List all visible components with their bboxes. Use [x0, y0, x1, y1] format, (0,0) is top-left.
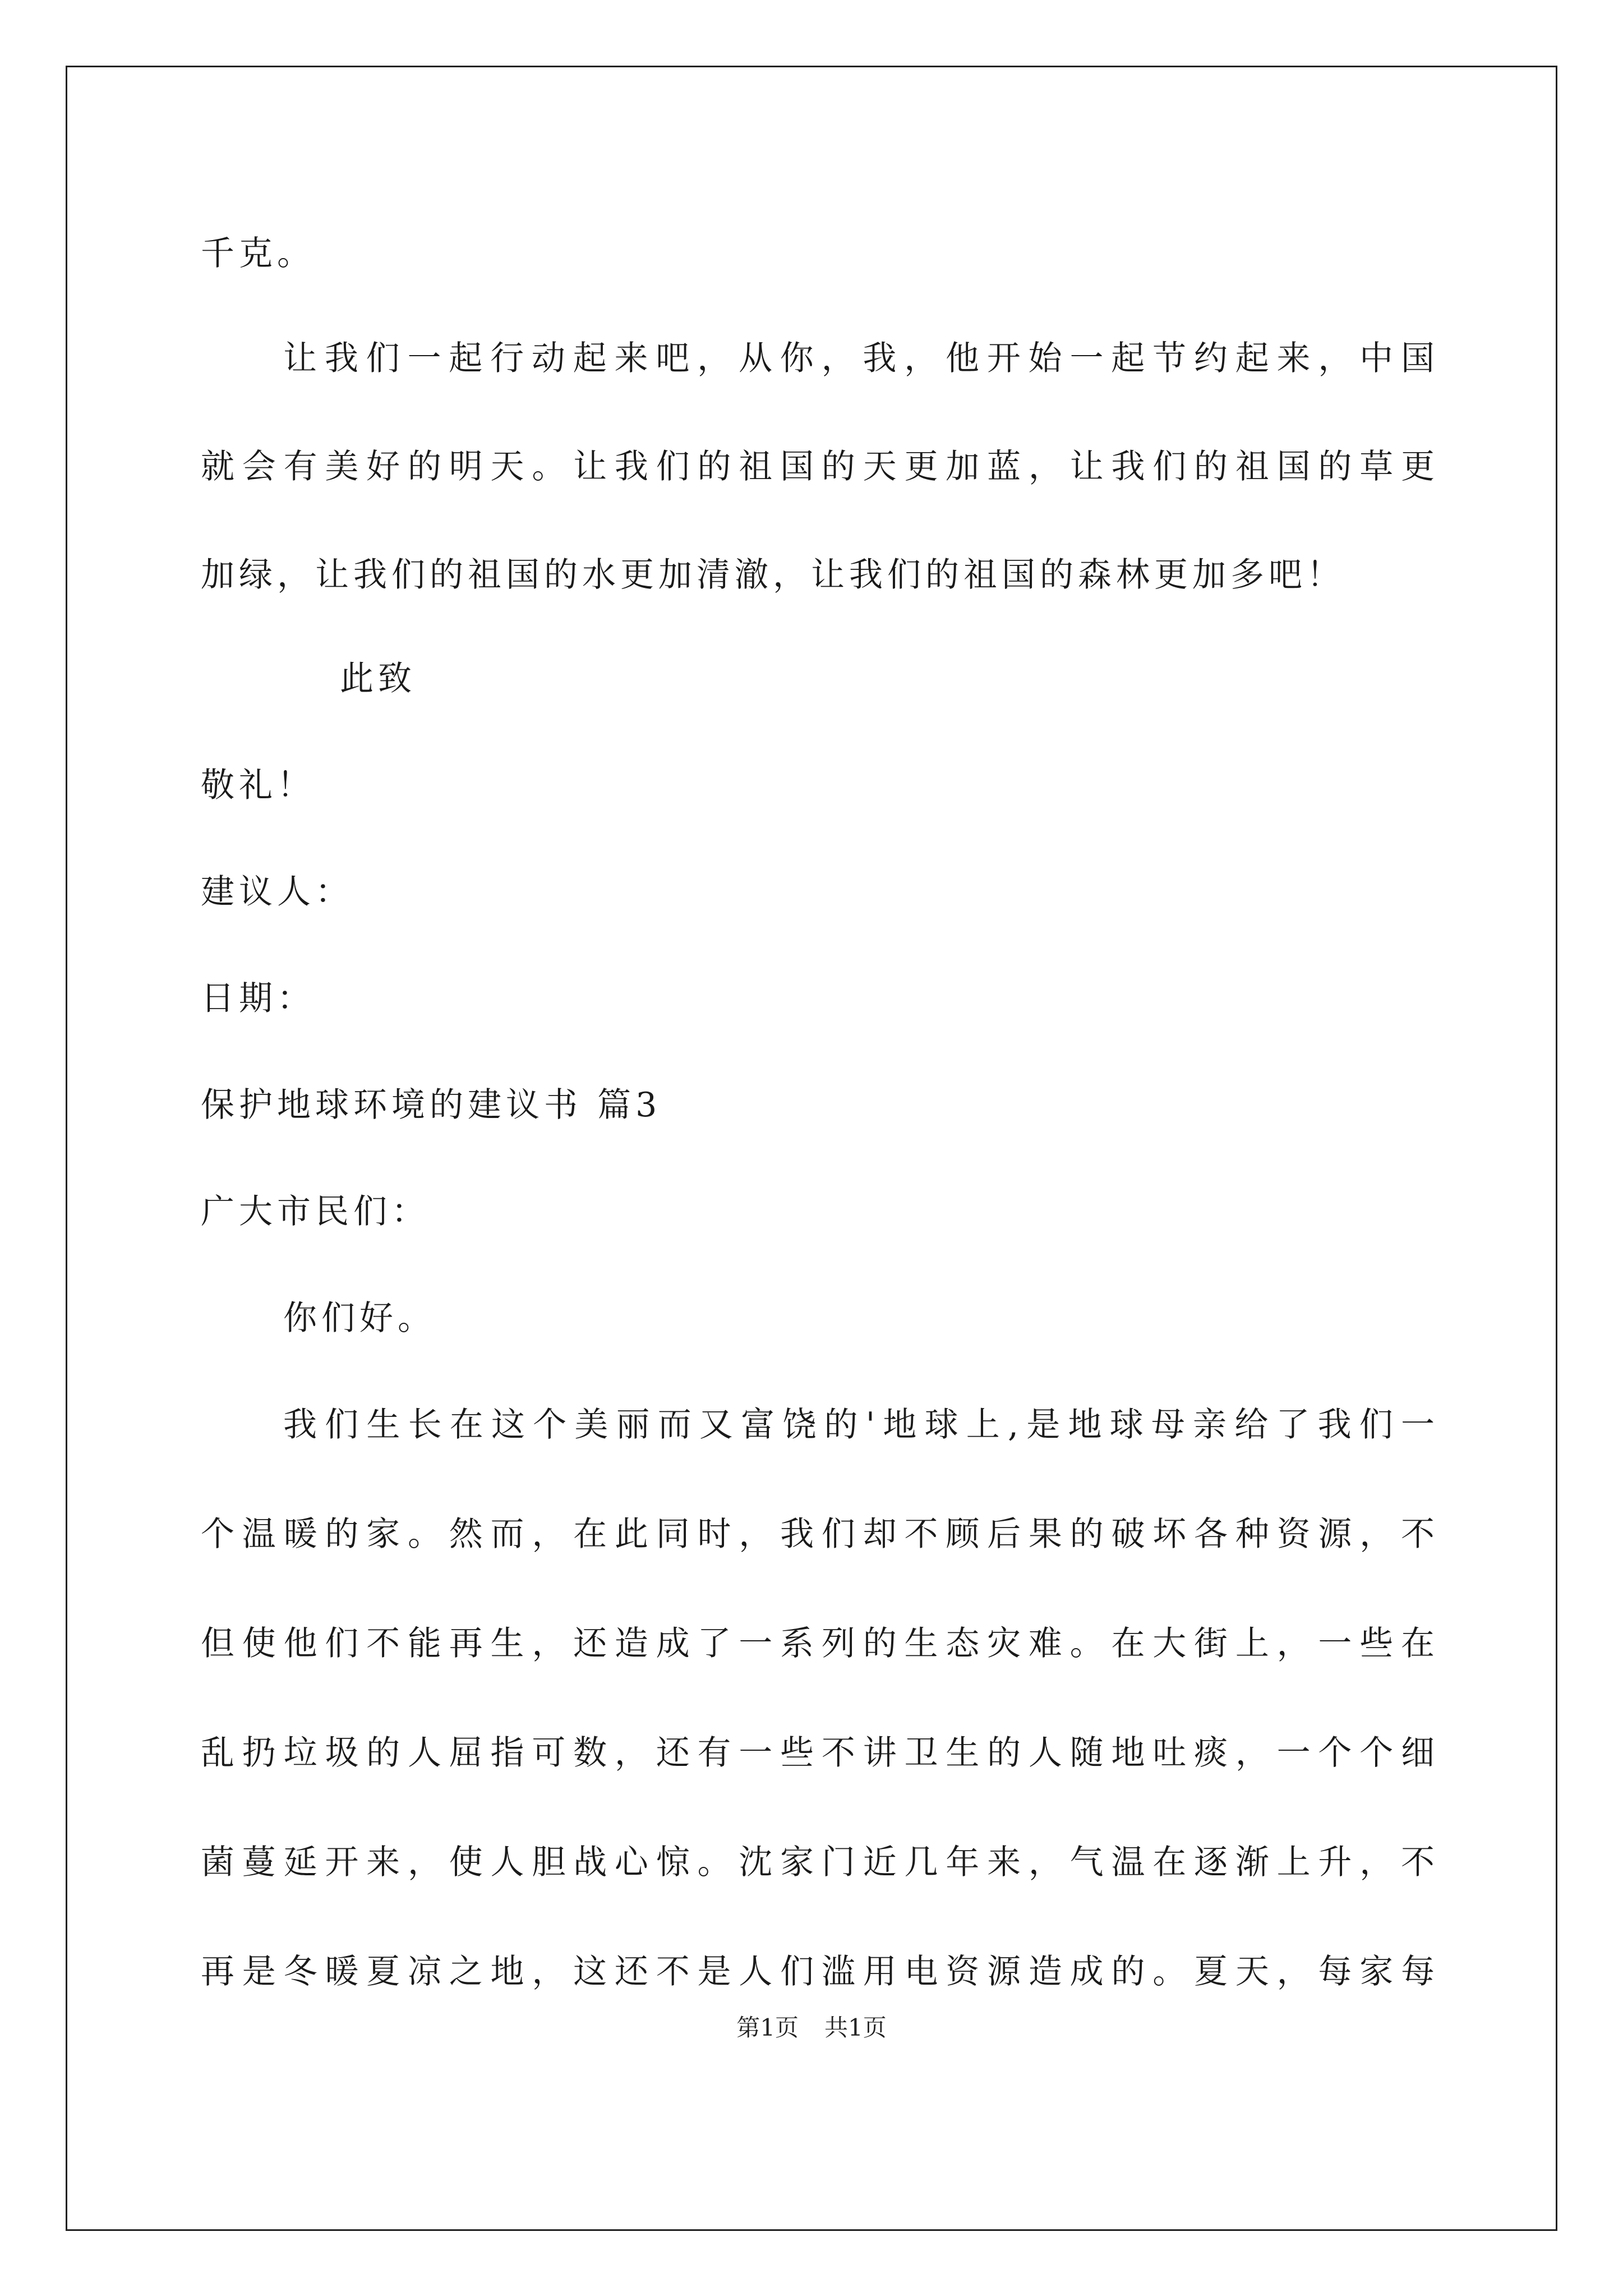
closing-salutation: 此致 [340, 659, 416, 698]
text-line: 菌蔓延开来，使人胆战心惊。沈家门近几年来，气温在逐渐上升，不 [201, 1843, 1435, 1882]
page-number-total: 共1页 [824, 2014, 887, 2041]
page-border [66, 66, 1557, 2231]
page-number-current: 第1页 [736, 2014, 799, 2041]
text-line: 但使他们不能再生，还造成了一系列的生态灾难。在大街上，一些在 [201, 1624, 1435, 1663]
paragraph-first-line: 我们生长在这个美丽而又富饶的'地球上,是地球母亲给了我们一 [283, 1405, 1435, 1444]
text-line: 再是冬暖夏凉之地，这还不是人们滥用电资源造成的。夏天，每家每 [201, 1952, 1435, 1991]
text-line: 个温暖的家。然而，在此同时，我们却不顾后果的破坏各种资源，不 [201, 1515, 1435, 1554]
text-line: 就会有美好的明天。让我们的祖国的天更加蓝，让我们的祖国的草更 [201, 447, 1435, 486]
date-label: 日期： [201, 979, 315, 1018]
greeting-line: 你们好。 [283, 1299, 436, 1338]
closing-regards: 敬礼！ [201, 766, 315, 805]
signer-label: 建议人： [201, 872, 353, 912]
page-footer [0, 2014, 1623, 2042]
section-heading: 保护地球环境的建议书 篇3 [201, 1085, 662, 1125]
text-line: 乱扔垃圾的人屈指可数，还有一些不讲卫生的人随地吐痰，一个个细 [201, 1733, 1435, 1773]
paragraph-first-line: 让我们一起行动起来吧，从你，我，他开始一起节约起来，中国 [283, 339, 1435, 378]
text-line: 千克。 [201, 234, 315, 273]
greeting-recipient: 广大市民们： [201, 1192, 430, 1231]
text-line: 加绿，让我们的祖国的水更加清澈，让我们的祖国的森林更加多吧！ [201, 555, 1345, 595]
